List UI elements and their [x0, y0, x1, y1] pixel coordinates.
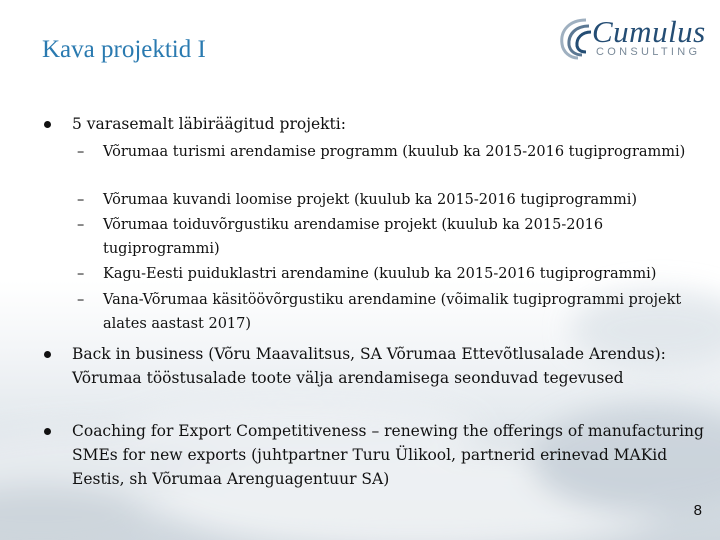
sub-bullet-item	[103, 289, 713, 336]
bullet-item	[72, 419, 712, 491]
logo-subtitle: CONSULTING	[596, 46, 701, 58]
page-number: 8	[693, 502, 702, 519]
sub-bullet-item	[103, 214, 713, 261]
sub-bullet-text: Võrumaa toiduvõrgustiku arendamise projekt (kuulub ka 2015-2016 tugiprogrammi)	[103, 217, 604, 257]
bullet-text: Back in business (Võru Maavalitsus, SA Võrumaa Ettevõtlusalade Arendus): Võrumaa tööstusalade toote välja arendamisega seonduvad tegevused	[72, 345, 666, 387]
sub-bullet-text: Võrumaa kuvandi loomise projekt (kuulub ka 2015-2016 tugiprogrammi)	[103, 192, 637, 208]
bullet-text: Coaching for Export Competitiveness – renewing the offerings of manufacturing SMEs for new exports (juhtpartner Turu Ülikool, partnerid erinevad MAKid Eestis, sh Võrumaa Arenguagentuur SA)	[72, 422, 704, 488]
bullet-item	[72, 342, 712, 390]
bullet-text: 5 varasemalt läbiräägitud projekti:	[72, 115, 346, 133]
sub-bullet-text: Võrumaa turismi arendamise programm (kuulub ka 2015-2016 tugiprogrammi)	[103, 144, 686, 160]
sub-bullet-item	[103, 141, 713, 165]
sub-bullet-text: Kagu-Eesti puiduklastri arendamine (kuulub ka 2015-2016 tugiprogrammi)	[103, 266, 657, 282]
logo-brand: Cumulus	[592, 14, 706, 49]
slide-title: Kava projektid I	[42, 36, 206, 63]
sub-bullet-item	[103, 263, 713, 287]
sub-bullet-text: Vana-Võrumaa käsitöövõrgustiku arendamine (võimalik tugiprogrammi projekt alates aastast 2017)	[103, 292, 682, 332]
bullet-item	[72, 112, 712, 136]
sub-bullet-item	[103, 189, 713, 213]
